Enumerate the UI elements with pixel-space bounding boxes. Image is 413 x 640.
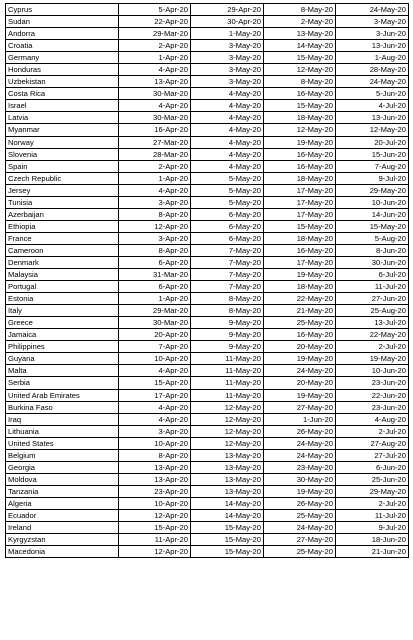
date-cell-1: 30-Mar-20 <box>119 317 191 329</box>
date-cell-2: 8-May-20 <box>191 305 264 317</box>
date-cell-2: 9-May-20 <box>191 317 264 329</box>
date-cell-4: 12-May-20 <box>336 124 409 136</box>
date-cell-2: 13-May-20 <box>191 473 264 485</box>
date-cell-1: 4-Apr-20 <box>119 401 191 413</box>
date-cell-4: 10-Jun-20 <box>336 196 409 208</box>
date-cell-4: 11-Jul-20 <box>336 509 409 521</box>
table-body <box>6 4 409 558</box>
date-cell-4: 2-Jul-20 <box>336 425 409 437</box>
date-cell-1: 10-Apr-20 <box>119 353 191 365</box>
country-cell: Italy <box>6 305 119 317</box>
date-cell-2: 11-May-20 <box>191 365 264 377</box>
date-cell-4: 3-May-20 <box>336 16 409 28</box>
date-cell-2: 14-May-20 <box>191 509 264 521</box>
date-cell-3: 30-May-20 <box>264 473 336 485</box>
date-cell-4: 13-Jun-20 <box>336 40 409 52</box>
table-row <box>6 365 409 377</box>
country-cell: Czech Republic <box>6 172 119 184</box>
country-cell: Kyrgyzstan <box>6 534 119 546</box>
date-cell-2: 30-Apr-20 <box>191 16 264 28</box>
date-cell-3: 8-May-20 <box>264 76 336 88</box>
country-cell: Latvia <box>6 112 119 124</box>
country-cell: Tanzania <box>6 485 119 497</box>
date-cell-1: 30-Mar-20 <box>119 112 191 124</box>
date-cell-1: 13-Apr-20 <box>119 461 191 473</box>
country-cell: Costa Rica <box>6 88 119 100</box>
table-row <box>6 88 409 100</box>
date-cell-4: 1-Aug-20 <box>336 52 409 64</box>
country-cell: Cyprus <box>6 4 119 16</box>
date-cell-2: 4-May-20 <box>191 112 264 124</box>
country-cell: Iraq <box>6 413 119 425</box>
date-cell-2: 15-May-20 <box>191 522 264 534</box>
date-cell-4: 21-Jun-20 <box>336 546 409 558</box>
date-cell-1: 11-Apr-20 <box>119 534 191 546</box>
date-cell-1: 1-Apr-20 <box>119 52 191 64</box>
document-page <box>5 3 408 558</box>
table-row <box>6 28 409 40</box>
table-row <box>6 461 409 473</box>
date-cell-3: 27-May-20 <box>264 534 336 546</box>
date-cell-3: 12-May-20 <box>264 64 336 76</box>
table-row <box>6 437 409 449</box>
date-cell-2: 8-May-20 <box>191 293 264 305</box>
date-cell-1: 13-Apr-20 <box>119 473 191 485</box>
country-cell: Spain <box>6 160 119 172</box>
date-cell-2: 4-May-20 <box>191 100 264 112</box>
date-cell-3: 2-May-20 <box>264 16 336 28</box>
date-cell-3: 27-May-20 <box>264 401 336 413</box>
date-cell-3: 19-May-20 <box>264 269 336 281</box>
date-cell-3: 15-May-20 <box>264 52 336 64</box>
country-cell: Moldova <box>6 473 119 485</box>
table-row <box>6 353 409 365</box>
date-cell-1: 2-Apr-20 <box>119 40 191 52</box>
date-cell-2: 12-May-20 <box>191 425 264 437</box>
date-cell-1: 4-Apr-20 <box>119 64 191 76</box>
date-cell-2: 7-May-20 <box>191 281 264 293</box>
table-row <box>6 196 409 208</box>
country-cell: Malaysia <box>6 269 119 281</box>
table-row <box>6 4 409 16</box>
table-row <box>6 208 409 220</box>
date-cell-3: 25-May-20 <box>264 509 336 521</box>
date-cell-2: 14-May-20 <box>191 497 264 509</box>
date-cell-4: 5-Aug-20 <box>336 232 409 244</box>
date-cell-1: 3-Apr-20 <box>119 232 191 244</box>
date-cell-1: 23-Apr-20 <box>119 485 191 497</box>
date-cell-2: 11-May-20 <box>191 389 264 401</box>
date-cell-1: 3-Apr-20 <box>119 196 191 208</box>
date-cell-4: 7-Aug-20 <box>336 160 409 172</box>
table-row <box>6 220 409 232</box>
date-cell-1: 5-Apr-20 <box>119 4 191 16</box>
table-row <box>6 317 409 329</box>
date-cell-1: 6-Apr-20 <box>119 256 191 268</box>
date-cell-2: 7-May-20 <box>191 256 264 268</box>
date-cell-4: 13-Jul-20 <box>336 317 409 329</box>
date-cell-4: 29-May-20 <box>336 485 409 497</box>
date-cell-1: 30-Mar-20 <box>119 88 191 100</box>
table-row <box>6 244 409 256</box>
date-cell-3: 16-May-20 <box>264 148 336 160</box>
date-cell-1: 8-Apr-20 <box>119 208 191 220</box>
country-cell: Malta <box>6 365 119 377</box>
date-cell-1: 20-Apr-20 <box>119 329 191 341</box>
date-cell-2: 15-May-20 <box>191 534 264 546</box>
country-cell: Slovenia <box>6 148 119 160</box>
date-cell-1: 1-Apr-20 <box>119 172 191 184</box>
table-row <box>6 425 409 437</box>
date-cell-4: 9-Jul-20 <box>336 522 409 534</box>
date-cell-1: 1-Apr-20 <box>119 293 191 305</box>
date-cell-3: 17-May-20 <box>264 208 336 220</box>
date-cell-1: 12-Apr-20 <box>119 220 191 232</box>
date-cell-3: 19-May-20 <box>264 485 336 497</box>
table-row <box>6 329 409 341</box>
country-cell: Algeria <box>6 497 119 509</box>
date-cell-2: 3-May-20 <box>191 40 264 52</box>
date-cell-1: 10-Apr-20 <box>119 497 191 509</box>
date-cell-4: 24-May-20 <box>336 4 409 16</box>
date-cell-4: 22-May-20 <box>336 329 409 341</box>
country-cell: Portugal <box>6 281 119 293</box>
date-cell-2: 7-May-20 <box>191 269 264 281</box>
date-cell-3: 26-May-20 <box>264 497 336 509</box>
country-cell: Cameroon <box>6 244 119 256</box>
date-cell-1: 12-Apr-20 <box>119 509 191 521</box>
date-cell-3: 24-May-20 <box>264 522 336 534</box>
date-cell-4: 25-Jun-20 <box>336 473 409 485</box>
date-cell-3: 13-May-20 <box>264 28 336 40</box>
date-cell-3: 15-May-20 <box>264 220 336 232</box>
date-cell-1: 6-Apr-20 <box>119 281 191 293</box>
date-cell-3: 18-May-20 <box>264 232 336 244</box>
country-cell: Ecuador <box>6 509 119 521</box>
table-row <box>6 341 409 353</box>
date-cell-3: 20-May-20 <box>264 341 336 353</box>
country-cell: Tunisia <box>6 196 119 208</box>
country-cell: Andorra <box>6 28 119 40</box>
country-cell: Jamaica <box>6 329 119 341</box>
date-cell-1: 17-Apr-20 <box>119 389 191 401</box>
date-cell-3: 25-May-20 <box>264 317 336 329</box>
table-row <box>6 40 409 52</box>
table-row <box>6 389 409 401</box>
date-cell-3: 14-May-20 <box>264 40 336 52</box>
date-cell-1: 10-Apr-20 <box>119 437 191 449</box>
country-cell: United States <box>6 437 119 449</box>
country-cell: Denmark <box>6 256 119 268</box>
date-cell-4: 20-Jul-20 <box>336 136 409 148</box>
date-cell-1: 4-Apr-20 <box>119 365 191 377</box>
country-cell: Serbia <box>6 377 119 389</box>
country-cell: Guyana <box>6 353 119 365</box>
date-cell-4: 22-Jun-20 <box>336 389 409 401</box>
date-cell-4: 10-Jun-20 <box>336 365 409 377</box>
date-cell-1: 22-Apr-20 <box>119 16 191 28</box>
date-cell-2: 12-May-20 <box>191 437 264 449</box>
date-cell-3: 24-May-20 <box>264 365 336 377</box>
table-row <box>6 534 409 546</box>
date-cell-1: 8-Apr-20 <box>119 244 191 256</box>
date-cell-2: 11-May-20 <box>191 377 264 389</box>
table-row <box>6 136 409 148</box>
date-cell-4: 28-May-20 <box>336 64 409 76</box>
country-cell: France <box>6 232 119 244</box>
date-cell-2: 9-May-20 <box>191 341 264 353</box>
date-cell-2: 12-May-20 <box>191 401 264 413</box>
date-cell-4: 8-Jun-20 <box>336 244 409 256</box>
date-cell-1: 4-Apr-20 <box>119 100 191 112</box>
date-cell-2: 13-May-20 <box>191 485 264 497</box>
date-cell-4: 27-Jun-20 <box>336 293 409 305</box>
date-cell-4: 4-Aug-20 <box>336 413 409 425</box>
table-row <box>6 305 409 317</box>
date-cell-1: 2-Apr-20 <box>119 160 191 172</box>
table-row <box>6 256 409 268</box>
date-cell-4: 2-Jul-20 <box>336 497 409 509</box>
date-cell-4: 15-May-20 <box>336 220 409 232</box>
date-cell-4: 29-May-20 <box>336 184 409 196</box>
date-cell-2: 3-May-20 <box>191 64 264 76</box>
date-cell-4: 11-Jul-20 <box>336 281 409 293</box>
table-row <box>6 64 409 76</box>
date-cell-1: 31-Mar-20 <box>119 269 191 281</box>
date-cell-1: 15-Apr-20 <box>119 522 191 534</box>
date-cell-1: 12-Apr-20 <box>119 546 191 558</box>
date-cell-1: 8-Apr-20 <box>119 449 191 461</box>
date-cell-1: 4-Apr-20 <box>119 184 191 196</box>
country-cell: Ireland <box>6 522 119 534</box>
country-cell: Germany <box>6 52 119 64</box>
date-cell-3: 26-May-20 <box>264 425 336 437</box>
date-cell-3: 25-May-20 <box>264 546 336 558</box>
table-row <box>6 232 409 244</box>
date-cell-3: 17-May-20 <box>264 256 336 268</box>
date-cell-2: 6-May-20 <box>191 220 264 232</box>
country-cell: Burkina Faso <box>6 401 119 413</box>
table-row <box>6 281 409 293</box>
date-cell-3: 23-May-20 <box>264 461 336 473</box>
table-row <box>6 413 409 425</box>
table-row <box>6 124 409 136</box>
date-cell-1: 7-Apr-20 <box>119 341 191 353</box>
date-cell-3: 21-May-20 <box>264 305 336 317</box>
date-cell-4: 23-Jun-20 <box>336 377 409 389</box>
date-cell-2: 4-May-20 <box>191 160 264 172</box>
table-row <box>6 377 409 389</box>
date-cell-2: 6-May-20 <box>191 232 264 244</box>
table-row <box>6 52 409 64</box>
date-cell-3: 19-May-20 <box>264 353 336 365</box>
date-cell-4: 27-Aug-20 <box>336 437 409 449</box>
date-cell-4: 23-Jun-20 <box>336 401 409 413</box>
table-row <box>6 100 409 112</box>
table-row <box>6 485 409 497</box>
date-cell-4: 3-Jun-20 <box>336 28 409 40</box>
date-cell-2: 15-May-20 <box>191 546 264 558</box>
country-cell: United Arab Emirates <box>6 389 119 401</box>
date-cell-1: 15-Apr-20 <box>119 377 191 389</box>
table-row <box>6 293 409 305</box>
date-cell-4: 6-Jul-20 <box>336 269 409 281</box>
country-cell: Myanmar <box>6 124 119 136</box>
date-cell-4: 4-Jul-20 <box>336 100 409 112</box>
table-row <box>6 473 409 485</box>
date-cell-2: 9-May-20 <box>191 329 264 341</box>
country-dates-table <box>5 3 409 558</box>
country-cell: Uzbekistan <box>6 76 119 88</box>
date-cell-2: 6-May-20 <box>191 208 264 220</box>
table-row <box>6 112 409 124</box>
date-cell-3: 17-May-20 <box>264 184 336 196</box>
date-cell-3: 18-May-20 <box>264 281 336 293</box>
date-cell-3: 8-May-20 <box>264 4 336 16</box>
table-row <box>6 269 409 281</box>
date-cell-2: 3-May-20 <box>191 76 264 88</box>
date-cell-4: 27-Jul-20 <box>336 449 409 461</box>
date-cell-3: 16-May-20 <box>264 160 336 172</box>
country-cell: Philippines <box>6 341 119 353</box>
date-cell-2: 4-May-20 <box>191 148 264 160</box>
date-cell-1: 3-Apr-20 <box>119 425 191 437</box>
country-cell: Croatia <box>6 40 119 52</box>
date-cell-3: 20-May-20 <box>264 377 336 389</box>
date-cell-1: 13-Apr-20 <box>119 76 191 88</box>
country-cell: Estonia <box>6 293 119 305</box>
country-cell: Sudan <box>6 16 119 28</box>
date-cell-2: 5-May-20 <box>191 184 264 196</box>
date-cell-3: 16-May-20 <box>264 244 336 256</box>
country-cell: Lithuania <box>6 425 119 437</box>
date-cell-1: 16-Apr-20 <box>119 124 191 136</box>
date-cell-2: 4-May-20 <box>191 136 264 148</box>
country-cell: Norway <box>6 136 119 148</box>
country-cell: Belgium <box>6 449 119 461</box>
country-cell: Honduras <box>6 64 119 76</box>
date-cell-2: 13-May-20 <box>191 449 264 461</box>
table-row <box>6 16 409 28</box>
date-cell-2: 12-May-20 <box>191 413 264 425</box>
table-row <box>6 497 409 509</box>
date-cell-3: 12-May-20 <box>264 124 336 136</box>
date-cell-3: 24-May-20 <box>264 437 336 449</box>
table-row <box>6 160 409 172</box>
date-cell-4: 25-Aug-20 <box>336 305 409 317</box>
date-cell-4: 5-Jun-20 <box>336 88 409 100</box>
country-cell: Macedonia <box>6 546 119 558</box>
date-cell-2: 13-May-20 <box>191 461 264 473</box>
date-cell-3: 17-May-20 <box>264 196 336 208</box>
country-cell: Azerbaijan <box>6 208 119 220</box>
date-cell-1: 28-Mar-20 <box>119 148 191 160</box>
date-cell-2: 11-May-20 <box>191 353 264 365</box>
date-cell-2: 5-May-20 <box>191 172 264 184</box>
date-cell-1: 29-Mar-20 <box>119 305 191 317</box>
date-cell-2: 7-May-20 <box>191 244 264 256</box>
date-cell-2: 5-May-20 <box>191 196 264 208</box>
date-cell-4: 18-Jun-20 <box>336 534 409 546</box>
date-cell-3: 16-May-20 <box>264 329 336 341</box>
table-row <box>6 401 409 413</box>
table-row <box>6 184 409 196</box>
date-cell-2: 29-Apr-20 <box>191 4 264 16</box>
date-cell-4: 30-Jun-20 <box>336 256 409 268</box>
date-cell-1: 29-Mar-20 <box>119 28 191 40</box>
date-cell-4: 14-Jun-20 <box>336 208 409 220</box>
date-cell-3: 15-May-20 <box>264 100 336 112</box>
table-row <box>6 522 409 534</box>
date-cell-3: 1-Jun-20 <box>264 413 336 425</box>
date-cell-3: 24-May-20 <box>264 449 336 461</box>
table-row <box>6 509 409 521</box>
country-cell: Israel <box>6 100 119 112</box>
date-cell-4: 13-Jun-20 <box>336 112 409 124</box>
date-cell-2: 4-May-20 <box>191 124 264 136</box>
date-cell-2: 3-May-20 <box>191 52 264 64</box>
table-row <box>6 546 409 558</box>
country-cell: Georgia <box>6 461 119 473</box>
date-cell-2: 1-May-20 <box>191 28 264 40</box>
date-cell-1: 4-Apr-20 <box>119 413 191 425</box>
date-cell-3: 19-May-20 <box>264 389 336 401</box>
date-cell-1: 27-Mar-20 <box>119 136 191 148</box>
table-row <box>6 76 409 88</box>
table-row <box>6 148 409 160</box>
table-row <box>6 172 409 184</box>
country-cell: Jersey <box>6 184 119 196</box>
date-cell-3: 18-May-20 <box>264 112 336 124</box>
country-cell: Greece <box>6 317 119 329</box>
date-cell-4: 15-Jun-20 <box>336 148 409 160</box>
date-cell-2: 4-May-20 <box>191 88 264 100</box>
date-cell-3: 19-May-20 <box>264 136 336 148</box>
date-cell-4: 9-Jul-20 <box>336 172 409 184</box>
date-cell-4: 6-Jun-20 <box>336 461 409 473</box>
date-cell-3: 18-May-20 <box>264 172 336 184</box>
date-cell-4: 2-Jul-20 <box>336 341 409 353</box>
date-cell-3: 22-May-20 <box>264 293 336 305</box>
date-cell-3: 16-May-20 <box>264 88 336 100</box>
date-cell-4: 19-May-20 <box>336 353 409 365</box>
date-cell-4: 24-May-20 <box>336 76 409 88</box>
country-cell: Ethiopia <box>6 220 119 232</box>
table-row <box>6 449 409 461</box>
